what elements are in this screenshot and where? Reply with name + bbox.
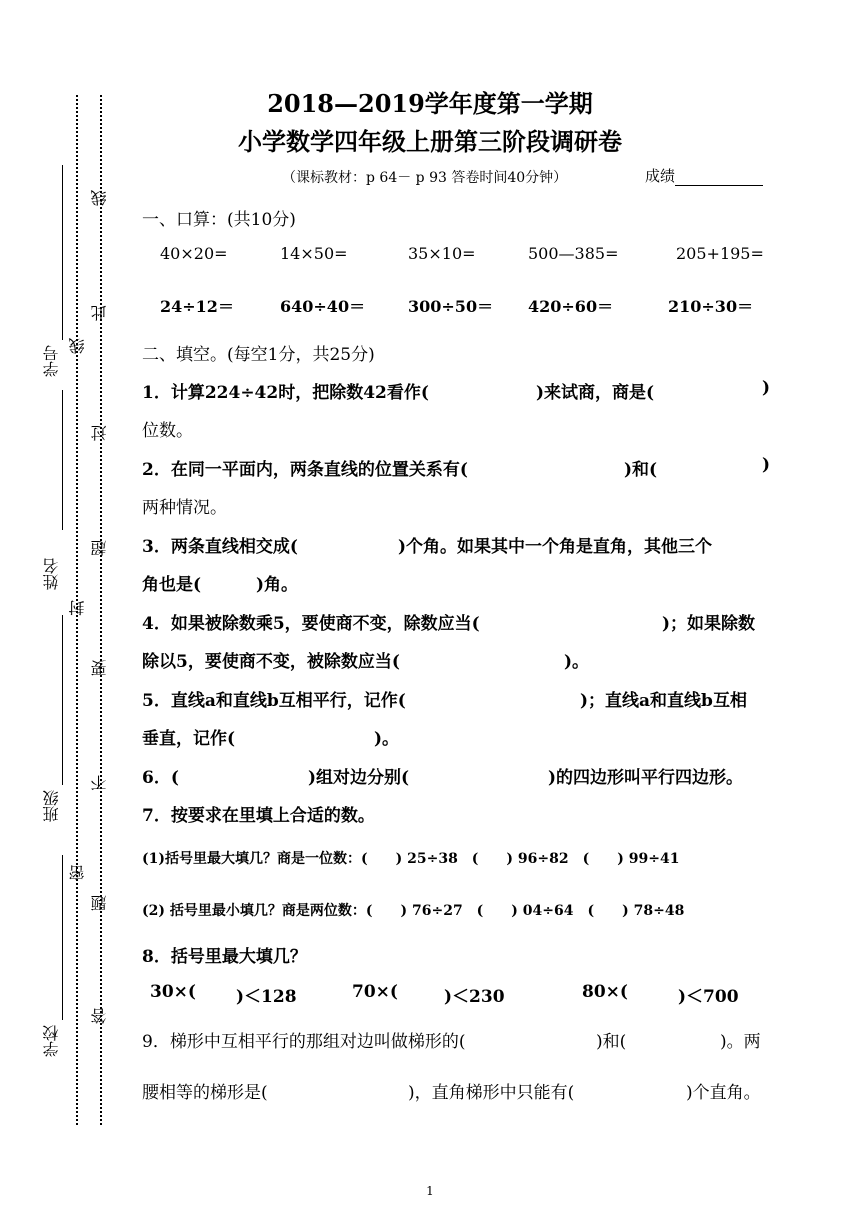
question-8-item: )＜128 <box>236 987 297 1007</box>
question-9: 9．梯形中互相平行的那组对边叫做梯形的( <box>142 1032 466 1052</box>
seal-word: 不 <box>90 775 109 791</box>
question-9: 腰相等的梯形是( <box>142 1083 268 1103</box>
seal-word: 答 <box>90 1008 109 1024</box>
class-label: 班级 <box>42 790 61 822</box>
seal-word: 封 <box>68 600 87 616</box>
name-underline <box>62 390 63 530</box>
question-1: 位数。 <box>142 421 193 441</box>
question-4: 除以5，要使商不变，被除数应当( <box>142 652 400 672</box>
question-6: )的四边形叫平行四边形。 <box>548 768 744 788</box>
calc-item: 300÷50＝ <box>408 297 494 316</box>
score-label: 成绩 <box>645 167 676 185</box>
question-7: 7．按要求在里填上合适的数。 <box>142 806 375 826</box>
question-9: )个直角。 <box>686 1083 761 1103</box>
question-9: )，直角梯形中只能有( <box>408 1083 575 1103</box>
seal-word: 题 <box>90 895 109 911</box>
seal-word: 密 <box>68 865 87 881</box>
section2-heading: 二、填空。(每空1分，共25分) <box>142 345 375 365</box>
question-5: 垂直，记作( <box>142 729 236 749</box>
page-title: 2018—2019学年度第一学期 <box>267 89 593 118</box>
question-4: )。 <box>564 652 590 672</box>
question-8: 8．括号里最大填几？ <box>142 947 307 967</box>
question-4: )；如果除数 <box>662 614 756 634</box>
question-7-part-2: (2) 括号里最小填几？商是两位数：( ) 76÷27 ( ) 04÷64 ( ) 78÷48 <box>142 903 685 919</box>
calc-item: 14×50= <box>280 244 348 263</box>
seal-word: 超 <box>90 540 109 556</box>
page-number: 1 <box>426 1184 434 1198</box>
question-1: 1．计算224÷42时，把除数42看作( <box>142 383 429 403</box>
calc-item: 40×20= <box>160 244 228 263</box>
question-2: ) <box>762 455 771 475</box>
seal-word: 要 <box>90 660 109 676</box>
question-3: 3．两条直线相交成( <box>142 537 298 557</box>
question-8-item: 80×( <box>582 982 628 1002</box>
section1-heading: 一、口算：(共10分) <box>142 210 296 230</box>
question-2: 两种情况。 <box>142 498 227 518</box>
score-blank <box>675 171 763 186</box>
question-8-item: 70×( <box>352 982 398 1002</box>
seal-word: 线 <box>68 338 87 354</box>
question-3: )角。 <box>256 575 299 595</box>
seal-word: 过 <box>90 425 109 441</box>
school-label: 学校 <box>42 1025 61 1057</box>
question-5: )；直线a和直线b互相 <box>580 691 747 711</box>
question-1: ) <box>762 378 771 398</box>
question-8-item: 30×( <box>150 982 196 1002</box>
question-5: 5．直线a和直线b互相平行，记作( <box>142 691 406 711</box>
question-8-item: )＜230 <box>444 987 505 1007</box>
course-info: （课标教材：p 64－ p 93 答卷时间40分钟） <box>282 170 568 186</box>
question-3: )个角。如果其中一个角是直角，其他三个 <box>398 537 713 557</box>
calc-item: 205+195= <box>676 244 764 263</box>
student-id-label: 学号 <box>42 345 61 377</box>
question-9: )和( <box>596 1032 627 1052</box>
question-1: )来试商，商是( <box>536 383 655 403</box>
calc-item: 24÷12＝ <box>160 297 234 316</box>
question-7-part-1: (1)括号里最大填几？商是一位数：( ) 25÷38 ( ) 96÷82 ( ) 99÷41 <box>142 851 680 867</box>
calc-item: 420÷60＝ <box>528 297 614 316</box>
seal-word: 此 <box>90 305 109 321</box>
calc-item: 640÷40＝ <box>280 297 366 316</box>
question-6: 6．( <box>142 768 179 788</box>
question-4: 4．如果被除数乘5，要使商不变，除数应当( <box>142 614 480 634</box>
seal-word: 线 <box>90 190 109 206</box>
class-underline <box>62 615 63 785</box>
question-5: )。 <box>374 729 400 749</box>
question-3: 角也是( <box>142 575 202 595</box>
page-subtitle-title: 小学数学四年级上册第三阶段调研卷 <box>238 127 622 156</box>
question-6: )组对边分别( <box>308 768 410 788</box>
name-label: 姓名 <box>42 558 61 590</box>
question-8-item: )＜700 <box>678 987 739 1007</box>
question-2: )和( <box>624 460 658 480</box>
question-9: )。两 <box>720 1032 761 1052</box>
calc-item: 210÷30＝ <box>668 297 754 316</box>
calc-item: 35×10= <box>408 244 476 263</box>
student-id-underline <box>62 165 63 340</box>
question-2: 2．在同一平面内，两条直线的位置关系有( <box>142 460 468 480</box>
binding-dotted-line-inner <box>100 95 102 1125</box>
score-field <box>645 165 763 186</box>
school-underline <box>62 855 63 1020</box>
calc-item: 500—385= <box>528 244 619 263</box>
